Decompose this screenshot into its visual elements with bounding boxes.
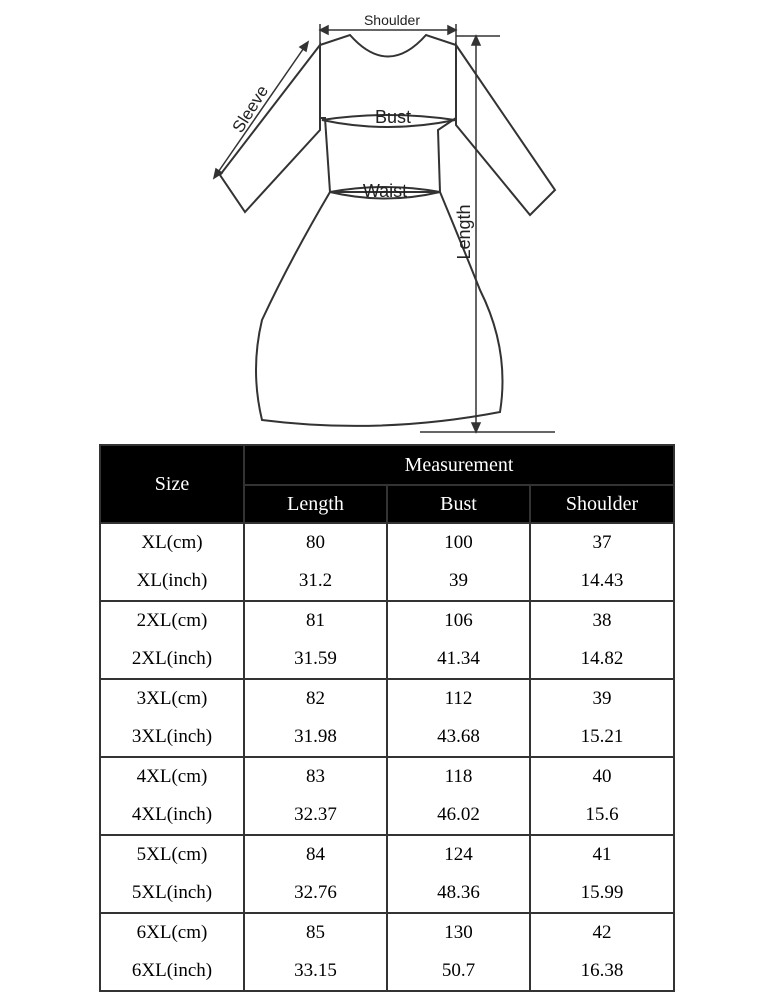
- measurement-header: Measurement: [244, 445, 674, 485]
- bust-cell-cm-value: 106: [444, 610, 473, 631]
- length-cell: [244, 913, 387, 991]
- shoulder-cell: [530, 601, 674, 679]
- size-header: Size: [100, 445, 244, 523]
- size-cell: [100, 835, 244, 913]
- shoulder-cell-cm-value: 42: [592, 922, 612, 943]
- bust-cell: [387, 913, 530, 991]
- dress-measurement-diagram: [0, 0, 770, 440]
- length-cell-cm-value: 82: [306, 688, 325, 709]
- bust-cell-inch-value: 46.02: [437, 804, 480, 825]
- bust-column-header: Bust: [387, 485, 530, 523]
- length-cell-inch-value: 31.2: [298, 570, 333, 591]
- shoulder-cell-cm-value: 41: [592, 844, 612, 865]
- table-row: [100, 835, 674, 913]
- shoulder-cell-inch-value: 16.38: [580, 960, 624, 981]
- length-column-header: Length: [244, 485, 387, 523]
- bust-cell: [387, 601, 530, 679]
- shoulder-cell: [530, 757, 674, 835]
- waist-label: Waist: [362, 181, 408, 201]
- size-cell-cm-value: 5XL(cm): [136, 844, 208, 865]
- length-cell-cm-value: 83: [306, 766, 325, 787]
- shoulder-cell-inch-value: 15.99: [580, 882, 624, 903]
- bust-cell-inch-value: 50.7: [441, 960, 476, 981]
- shoulder-cell-cm-value: 40: [592, 766, 612, 787]
- shoulder-cell-cm-value: 39: [592, 688, 612, 709]
- table-row: [100, 757, 674, 835]
- length-cell-cm-value: 84: [306, 844, 325, 865]
- shoulder-cell: [530, 679, 674, 757]
- bust-label: Bust: [374, 107, 412, 127]
- shoulder-cell-inch-value: 15.6: [585, 804, 619, 825]
- shoulder-column-header: Shoulder: [530, 485, 674, 523]
- table-row: [100, 523, 674, 601]
- table-row: [100, 913, 674, 991]
- size-cell-cm-value: 3XL(cm): [136, 688, 208, 709]
- bust-cell-cm-value: 112: [444, 688, 473, 709]
- bust-cell-inch-value: 43.68: [437, 726, 480, 747]
- length-cell: [244, 757, 387, 835]
- size-cell-cm-value: 4XL(cm): [136, 766, 208, 787]
- length-cell-inch-value: 31.98: [294, 726, 337, 747]
- header-row-top: [100, 445, 674, 485]
- size-chart-table: [99, 444, 675, 992]
- shoulder-cell-inch-value: 14.43: [580, 570, 624, 591]
- length-cell-cm-value: 81: [306, 610, 325, 631]
- size-cell-inch-value: 6XL(inch): [131, 960, 213, 981]
- table-row: [100, 601, 674, 679]
- length-cell-inch-value: 33.15: [294, 960, 337, 981]
- shoulder-cell: [530, 523, 674, 601]
- length-cell: [244, 523, 387, 601]
- bust-cell: [387, 679, 530, 757]
- shoulder-label: Shoulder: [363, 12, 421, 28]
- size-cell-inch-value: 5XL(inch): [131, 882, 213, 903]
- size-cell-inch-value: 2XL(inch): [131, 648, 213, 669]
- size-cell-inch-value: 3XL(inch): [131, 726, 213, 747]
- bust-cell-cm-value: 100: [444, 532, 473, 553]
- table-row: [100, 679, 674, 757]
- size-cell: [100, 913, 244, 991]
- measurement-arrows: [214, 24, 555, 432]
- shoulder-cell-inch-value: 15.21: [580, 726, 624, 747]
- size-cell-cm-value: XL(cm): [141, 532, 203, 553]
- length-cell-inch-value: 31.59: [294, 648, 337, 669]
- length-cell-inch-value: 32.76: [294, 882, 337, 903]
- size-cell: [100, 523, 244, 601]
- length-cell: [244, 679, 387, 757]
- shoulder-cell-cm-value: 37: [592, 532, 612, 553]
- bust-cell-inch-value: 41.34: [437, 648, 480, 669]
- size-cell: [100, 679, 244, 757]
- length-cell-cm-value: 80: [306, 532, 325, 553]
- size-cell-cm-value: 6XL(cm): [136, 922, 208, 943]
- bust-cell-inch-value: 48.36: [437, 882, 480, 903]
- length-cell-inch-value: 32.37: [294, 804, 337, 825]
- bust-cell-cm-value: 118: [444, 766, 473, 787]
- size-rows: [100, 523, 674, 991]
- shoulder-cell-cm-value: 38: [592, 610, 612, 631]
- sleeve-label: Sleeve: [228, 82, 273, 137]
- bust-cell: [387, 757, 530, 835]
- size-cell: [100, 601, 244, 679]
- bust-cell: [387, 835, 530, 913]
- shoulder-cell: [530, 913, 674, 991]
- size-cell-inch-value: 4XL(inch): [131, 804, 213, 825]
- length-label: Length: [454, 204, 474, 260]
- size-cell: [100, 757, 244, 835]
- shoulder-cell-inch-value: 14.82: [580, 648, 624, 669]
- size-cell-inch-value: XL(inch): [136, 570, 208, 591]
- shoulder-cell: [530, 835, 674, 913]
- length-cell: [244, 601, 387, 679]
- size-cell-cm-value: 2XL(cm): [136, 610, 208, 631]
- bust-cell-inch-value: 39: [449, 570, 468, 591]
- length-cell-cm-value: 85: [306, 922, 325, 943]
- length-cell: [244, 835, 387, 913]
- bust-cell-cm-value: 124: [444, 844, 473, 865]
- bust-cell: [387, 523, 530, 601]
- bust-cell-cm-value: 130: [444, 922, 473, 943]
